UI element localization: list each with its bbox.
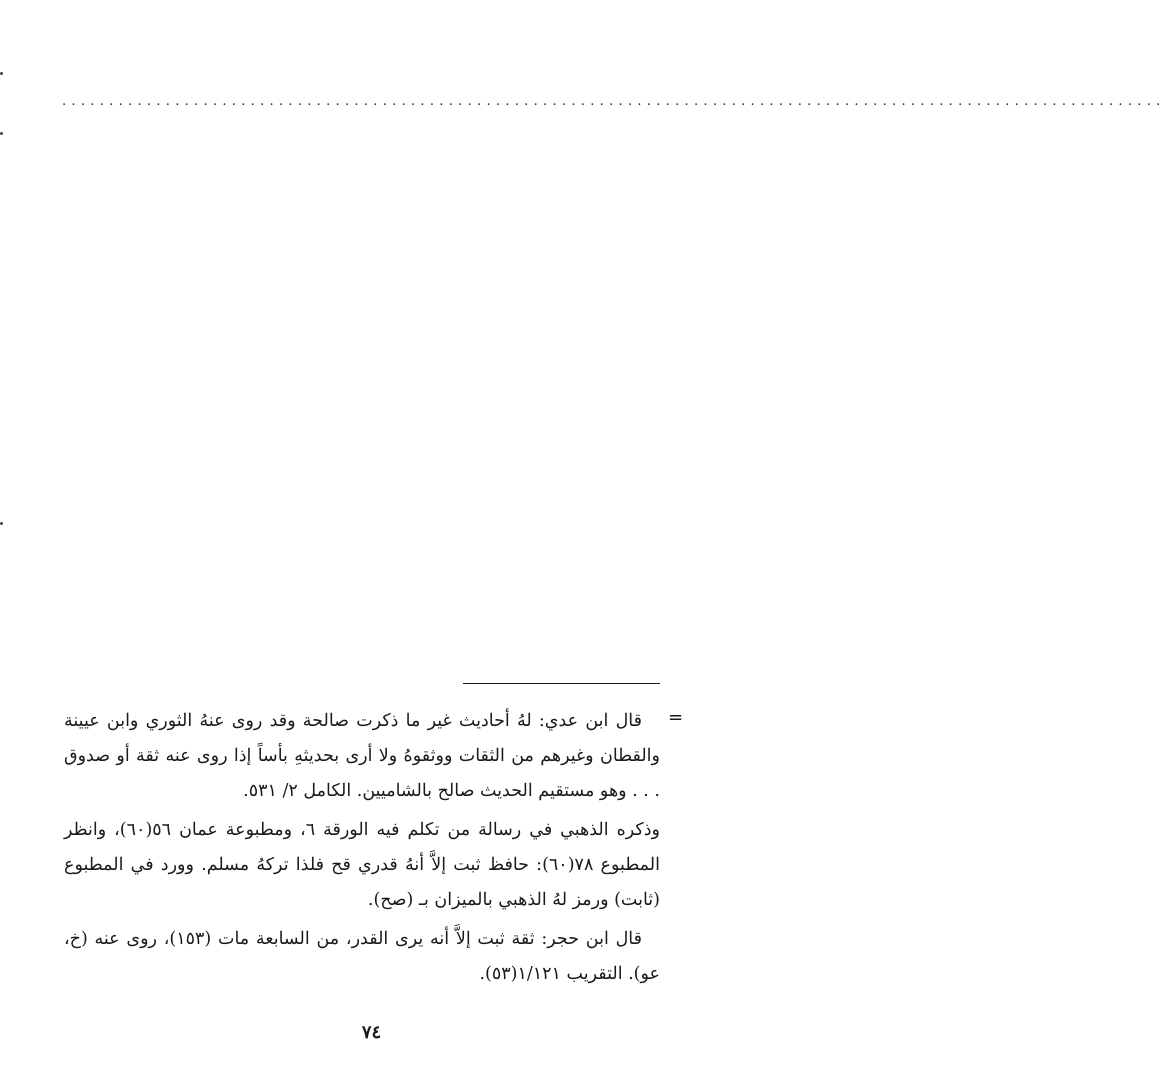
- footnotes-section: [64, 704, 660, 996]
- edge-mark-3: [0, 522, 3, 525]
- edge-mark-1: [0, 72, 3, 75]
- page-number: ٧٤: [361, 1022, 382, 1043]
- footnote-ibn-hajar: [64, 922, 660, 992]
- continuation-mark: =: [668, 707, 684, 728]
- edge-mark-2: [0, 132, 3, 135]
- footnote-ibn-adi: [64, 704, 660, 809]
- footnote-text: قال ابن عدي: لهُ أحاديث غير ما ذكرت صالحة وقد روى عنهُ الثوري وابن عيينة والقطان وغيرهم من الثقات ووثقوهُ ولا أرى بحديثهِ بأساً إذا روى عنه ثقة أو صدوق . . . وهو مستقيم الحديث صالح بالشاميين. الكامل ٢/ ٥٣١.: [64, 711, 660, 801]
- footnote-text: وذكره الذهبي في رسالة من تكلم فيه الورقة ٦، ومطبوعة عمان ٥٦(٦٠)، وانظر المطبوع ٧٨(٦٠): حافظ ثبت إلاَّ أنهُ قدري قح فلذا تركهُ مسلم. وورد في المطبوع (ثابت) ورمز لهُ الذهبي بالميزان بـ (صح).: [64, 820, 660, 910]
- dotted-line: .....................................................................................................................: [62, 94, 1166, 109]
- footnote-dhahabi: [64, 813, 660, 918]
- footnote-separator: [463, 683, 660, 684]
- footnote-text: قال ابن حجر: ثقة ثبت إلاَّ أنه يرى القدر، من السابعة مات (١٥٣)، روى عنه (خ، عو). التقريب ١/١٢١(٥٣).: [64, 929, 660, 984]
